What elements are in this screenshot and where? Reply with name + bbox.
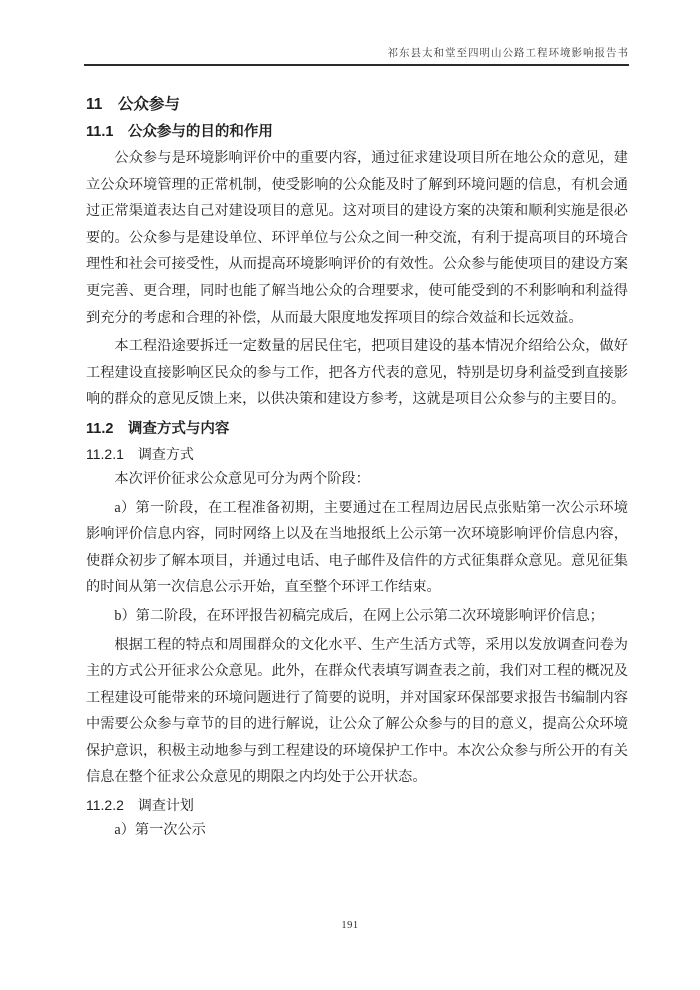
subsubsection-heading-11-2-2: 11.2.2 调查计划 — [86, 797, 194, 814]
paragraph-questionnaire: 根据工程的特点和周围群众的文化水平、生产生活方式等，采用以发放调查问卷为主的方式公开征求公众意见。此外，在群众代表填写调查表之前，我们对工程的概况及工程建设可能带来的环境问题进行了简要的说明，并对国家环保部要求报告书编制内容中需要公众参与章节的目的进行解说，让公众了解公众参与的目的意义，提高公众环境保护意识，积极主动地参与到工程建设的环境保护工作中。本次公众参与所公开的有关信息在整个征求公众意见的期限之内均处于公开状态。 — [86, 636, 628, 786]
paragraph-purpose-2: 本工程沿途要拆迁一定数量的居民住宅，把项目建设的基本情况介绍给公众，做好工程建设直接影响区民众的参与工作，把各方代表的意见，特别是切身利益受到直接影响的群众的意见反馈上来，以供决策和建设方参考，这就是项目公众参与的主要目的。 — [86, 338, 628, 408]
subsection-heading-11-1: 11.1 公众参与的目的和作用 — [86, 124, 273, 140]
paragraph-stage-b: b）第二阶段，在环评报告初稿完成后，在网上公示第二次环境影响评价信息； — [114, 607, 604, 624]
paragraph-purpose-1: 公众参与是环境影响评价中的重要内容，通过征求建设项目所在地公众的意见，建立公众环境管理的正常机制，使受影响的公众能及时了解到环境问题的信息，有机会通过正常渠道表达自己对建设项目的意见。这对项目的建设方案的决策和顺利实施是很必要的。公众参与是建设单位、环评单位与公众之间一种交流，有利于提高项目的环境合理性和社会可接受性，从而提高环境影响评价的有效性。公众参与能使项目的建设方案更完善、更合理，同时也能了解当地公众的合理要求，使可能受到的不利影响和利益得到充分的考虑和合理的补偿，从而最大限度地发挥项目的综合效益和长远效益。 — [86, 150, 628, 326]
header-title: 祁东县太和堂至四明山公路工程环境影响报告书 — [387, 48, 629, 59]
paragraph-first-announcement: a）第一次公示 — [114, 822, 206, 839]
page-header — [84, 46, 629, 66]
section-heading-11: 11 公众参与 — [86, 96, 180, 113]
document-body — [86, 88, 628, 844]
subsection-heading-11-2: 11.2 调查方式与内容 — [86, 420, 230, 437]
page-number: 191 — [341, 920, 359, 931]
subsubsection-heading-11-2-1: 11.2.1 调查方式 — [86, 445, 194, 462]
paragraph-survey-intro: 本次评价征求公众意见可分为两个阶段： — [114, 470, 370, 487]
paragraph-stage-a: a）第一阶段，在工程准备初期，主要通过在工程周边居民点张贴第一次公示环境影响评价信息内容，同时网络上以及在当地报纸上公示第一次环境影响评价信息内容，使群众初步了解本项目，并通过电话、电子邮件及信件的方式征集群众意见。意见征集的时间从第一次信息公示开始，直至整个环评工作结束。 — [86, 499, 628, 596]
page-footer — [0, 920, 700, 931]
